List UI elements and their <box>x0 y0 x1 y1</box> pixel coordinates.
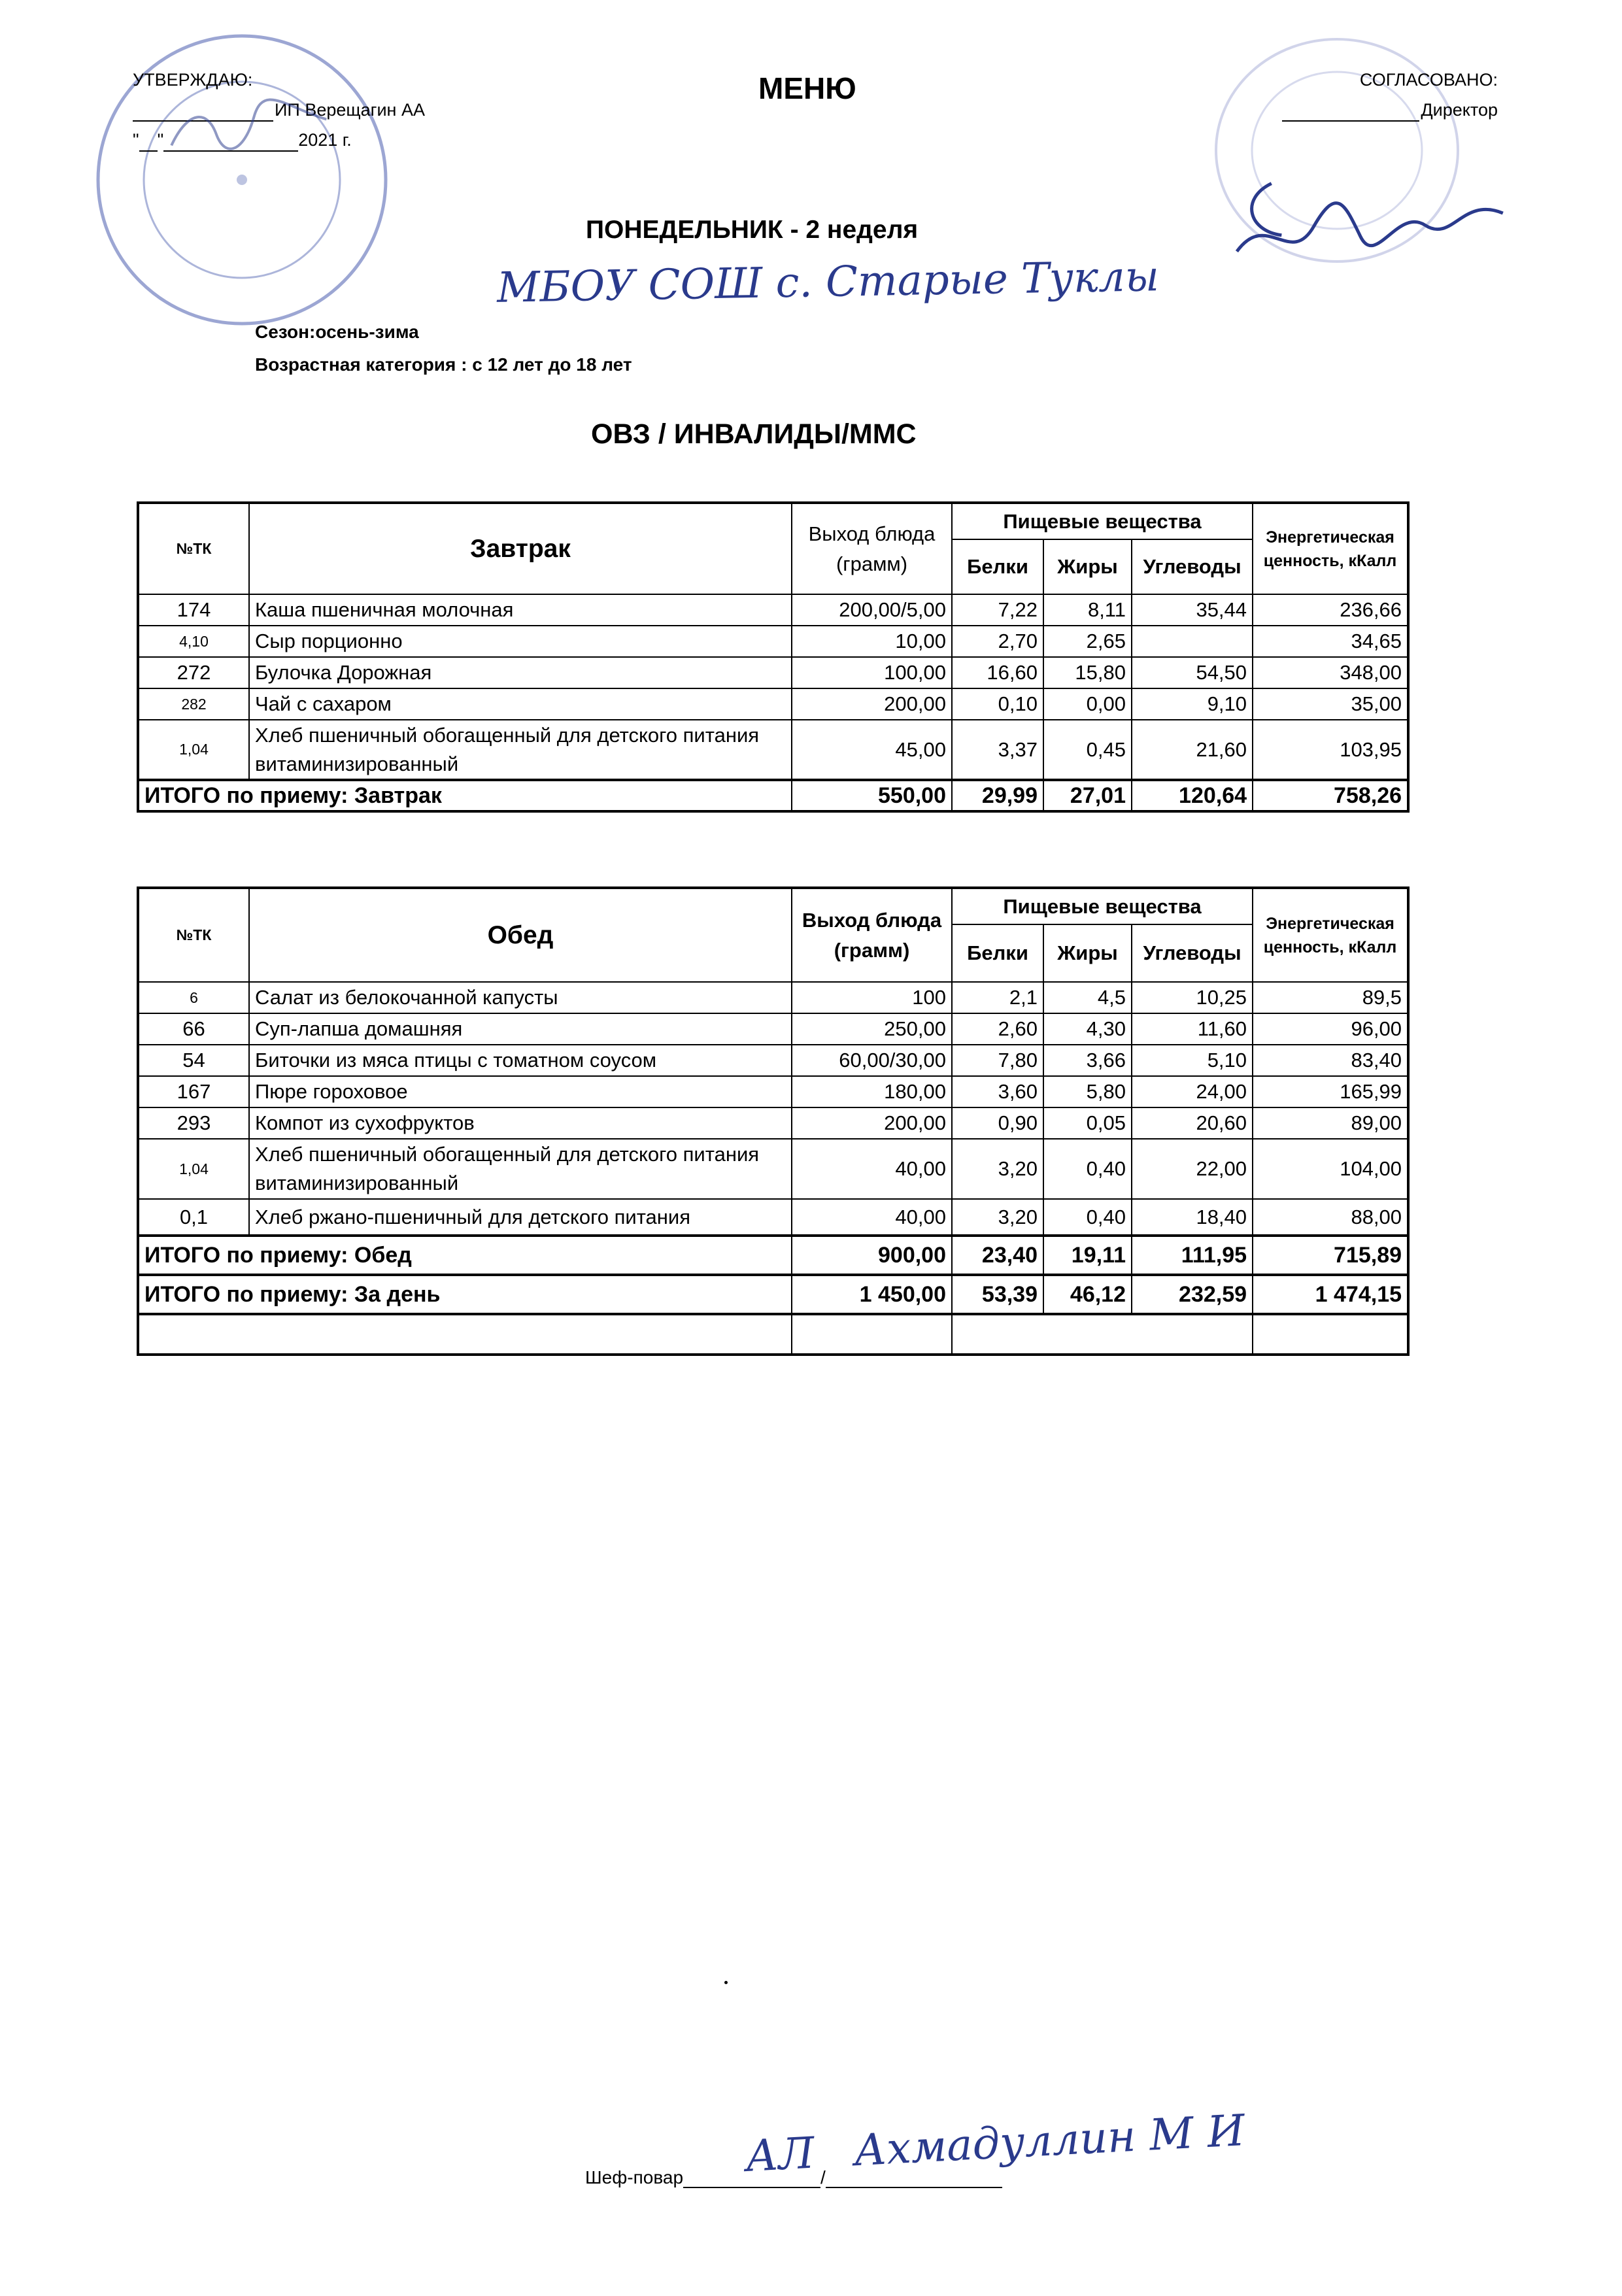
dish-yield: 45,00 <box>792 720 952 780</box>
menu-row <box>138 1107 1408 1139</box>
dish-protein: 16,60 <box>952 657 1043 688</box>
chef-initials: АЛ <box>744 2127 816 2182</box>
energy-header <box>1253 503 1408 594</box>
dish-protein: 3,20 <box>952 1139 1043 1199</box>
category-title: ОВЗ / ИНВАЛИДЫ/ММС <box>591 418 917 450</box>
dish-yield: 250,00 <box>792 1013 952 1045</box>
menu-row <box>138 688 1408 720</box>
dish-yield: 200,00/5,00 <box>792 594 952 626</box>
day-total-label: ИТОГО по приему: За день <box>138 1275 792 1314</box>
dish-energy: 35,00 <box>1253 688 1408 720</box>
energy-header <box>1253 888 1408 982</box>
day-total-energy: 1 474,15 <box>1253 1275 1408 1314</box>
yield-header <box>792 503 952 594</box>
day-blank <box>139 135 158 152</box>
dish-energy: 348,00 <box>1253 657 1408 688</box>
dish-energy: 103,95 <box>1253 720 1408 780</box>
nutrients-header: Пищевые вещества <box>952 503 1253 539</box>
breakfast-table <box>137 501 1410 813</box>
nutrients-header: Пищевые вещества <box>952 888 1253 924</box>
total-energy: 715,89 <box>1253 1236 1408 1275</box>
yield-header-line1: Выход блюда <box>802 908 942 932</box>
dish-name: Пюре гороховое <box>249 1076 792 1107</box>
director-signature <box>1225 154 1521 304</box>
date-quote-close: " <box>157 130 164 150</box>
dish-fat: 0,45 <box>1043 720 1132 780</box>
dish-tk-code: 174 <box>138 594 249 626</box>
dish-energy: 165,99 <box>1253 1076 1408 1107</box>
dish-fat: 5,80 <box>1043 1076 1132 1107</box>
tk-header: №ТК <box>138 503 249 594</box>
dish-carbs: 11,60 <box>1132 1013 1253 1045</box>
day-total-row <box>138 1275 1408 1314</box>
menu-row <box>138 594 1408 626</box>
dish-yield: 10,00 <box>792 626 952 657</box>
menu-row <box>138 1076 1408 1107</box>
dish-name: Суп-лапша домашняя <box>249 1013 792 1045</box>
dish-energy: 34,65 <box>1253 626 1408 657</box>
empty-row <box>138 1314 1408 1355</box>
meal-title: Обед <box>249 888 792 982</box>
dish-protein: 2,60 <box>952 1013 1043 1045</box>
dish-name: Хлеб пшеничный обогащенный для детского питания витаминизированный <box>249 720 792 780</box>
dish-name: Хлеб ржано-пшеничный для детского питания <box>249 1199 792 1236</box>
season: Сезон:осень-зима <box>255 322 419 342</box>
meal-title: Завтрак <box>249 503 792 594</box>
dish-carbs: 21,60 <box>1132 720 1253 780</box>
protein-header: Белки <box>952 924 1043 982</box>
dish-fat: 0,00 <box>1043 688 1132 720</box>
dish-fat: 15,80 <box>1043 657 1132 688</box>
lunch-table <box>137 886 1410 1356</box>
dish-fat: 4,30 <box>1043 1013 1132 1045</box>
total-label: ИТОГО по приему: Завтрак <box>138 780 792 811</box>
dish-energy: 96,00 <box>1253 1013 1408 1045</box>
dish-carbs: 20,60 <box>1132 1107 1253 1139</box>
total-protein: 29,99 <box>952 780 1043 811</box>
dish-protein: 2,1 <box>952 982 1043 1013</box>
menu-row <box>138 626 1408 657</box>
dish-protein: 7,80 <box>952 1045 1043 1076</box>
total-carbs: 111,95 <box>1132 1236 1253 1275</box>
menu-row <box>138 1139 1408 1199</box>
menu-row <box>138 1045 1408 1076</box>
menu-row <box>138 1013 1408 1045</box>
dish-fat: 4,5 <box>1043 982 1132 1013</box>
dish-tk-code: 272 <box>138 657 249 688</box>
dish-fat: 2,65 <box>1043 626 1132 657</box>
total-label: ИТОГО по приему: Обед <box>138 1236 792 1275</box>
dish-yield: 100,00 <box>792 657 952 688</box>
dish-name: Каша пшеничная молочная <box>249 594 792 626</box>
dish-carbs: 9,10 <box>1132 688 1253 720</box>
dish-energy: 236,66 <box>1253 594 1408 626</box>
signature-blank <box>1282 103 1419 122</box>
total-protein: 23,40 <box>952 1236 1043 1275</box>
day-total-yield: 1 450,00 <box>792 1275 952 1314</box>
stray-dot <box>724 1981 728 1984</box>
energy-header-line1: Энергетическая <box>1266 914 1394 933</box>
menu-title: МЕНЮ <box>758 71 856 105</box>
menu-row <box>138 657 1408 688</box>
chef-separator: / <box>820 2167 826 2187</box>
chef-name: Ахмадуллин М И <box>853 2105 1247 2176</box>
dish-name: Чай с сахаром <box>249 688 792 720</box>
energy-header-line1: Энергетическая <box>1266 528 1394 547</box>
dish-yield: 40,00 <box>792 1199 952 1236</box>
day-total-protein: 53,39 <box>952 1275 1043 1314</box>
dish-carbs <box>1132 626 1253 657</box>
date-quote-open: " <box>133 130 139 150</box>
yield-header-line2: (грамм) <box>836 552 908 575</box>
energy-header-line2: ценность, кКалл <box>1263 551 1397 570</box>
age-category: Возрастная категория : с 12 лет до 18 лет <box>255 354 632 375</box>
approve-year: 2021 г. <box>298 130 352 150</box>
dish-fat: 0,05 <box>1043 1107 1132 1139</box>
total-carbs: 120,64 <box>1132 780 1253 811</box>
dish-carbs: 10,25 <box>1132 982 1253 1013</box>
total-yield: 550,00 <box>792 780 952 811</box>
dish-protein: 0,90 <box>952 1107 1043 1139</box>
dish-tk-code: 1,04 <box>138 1139 249 1199</box>
dish-protein: 0,10 <box>952 688 1043 720</box>
protein-header: Белки <box>952 539 1043 594</box>
carbs-header: Углеводы <box>1132 539 1253 594</box>
day-total-carbs: 232,59 <box>1132 1275 1253 1314</box>
dish-carbs: 22,00 <box>1132 1139 1253 1199</box>
dish-tk-code: 0,1 <box>138 1199 249 1236</box>
yield-header-line2: (грамм) <box>834 938 910 962</box>
total-yield: 900,00 <box>792 1236 952 1275</box>
breakfast-total-row <box>138 780 1408 811</box>
menu-row <box>138 1199 1408 1236</box>
dish-tk-code: 167 <box>138 1076 249 1107</box>
fat-header: Жиры <box>1043 539 1132 594</box>
dish-tk-code: 54 <box>138 1045 249 1076</box>
total-fat: 27,01 <box>1043 780 1132 811</box>
dish-energy: 89,5 <box>1253 982 1408 1013</box>
total-energy: 758,26 <box>1253 780 1408 811</box>
energy-header-line2: ценность, кКалл <box>1263 937 1397 956</box>
total-fat: 19,11 <box>1043 1236 1132 1275</box>
yield-header-line1: Выход блюда <box>808 522 936 545</box>
dish-fat: 8,11 <box>1043 594 1132 626</box>
approve-label: УТВЕРЖДАЮ: <box>133 70 253 90</box>
dish-yield: 180,00 <box>792 1076 952 1107</box>
dish-tk-code: 1,04 <box>138 720 249 780</box>
approve-name: ИП Верещагин АА <box>275 100 425 120</box>
agree-label: СОГЛАСОВАНО: <box>1359 70 1498 90</box>
day-title: ПОНЕДЕЛЬНИК - 2 неделя <box>586 216 919 244</box>
dish-carbs: 18,40 <box>1132 1199 1253 1236</box>
lunch-total-row <box>138 1236 1408 1275</box>
fat-header: Жиры <box>1043 924 1132 982</box>
dish-energy: 83,40 <box>1253 1045 1408 1076</box>
dish-name: Биточки из мяса птицы с томатном соусом <box>249 1045 792 1076</box>
chef-label: Шеф-повар <box>585 2167 684 2187</box>
dish-energy: 104,00 <box>1253 1139 1408 1199</box>
dish-protein: 7,22 <box>952 594 1043 626</box>
dish-fat: 0,40 <box>1043 1139 1132 1199</box>
dish-yield: 200,00 <box>792 1107 952 1139</box>
dish-yield: 100 <box>792 982 952 1013</box>
day-total-fat: 46,12 <box>1043 1275 1132 1314</box>
dish-name: Сыр порционно <box>249 626 792 657</box>
dish-tk-code: 6 <box>138 982 249 1013</box>
dish-yield: 60,00/30,00 <box>792 1045 952 1076</box>
dish-fat: 0,40 <box>1043 1199 1132 1236</box>
dish-carbs: 24,00 <box>1132 1076 1253 1107</box>
dish-protein: 3,37 <box>952 720 1043 780</box>
dish-tk-code: 66 <box>138 1013 249 1045</box>
dish-carbs: 54,50 <box>1132 657 1253 688</box>
yield-header <box>792 888 952 982</box>
dish-protein: 3,60 <box>952 1076 1043 1107</box>
dish-tk-code: 282 <box>138 688 249 720</box>
dish-energy: 89,00 <box>1253 1107 1408 1139</box>
dish-yield: 40,00 <box>792 1139 952 1199</box>
agree-name-line <box>1282 98 1498 122</box>
dish-energy: 88,00 <box>1253 1199 1408 1236</box>
dish-protein: 2,70 <box>952 626 1043 657</box>
agree-name: Директор <box>1421 100 1498 120</box>
dish-protein: 3,20 <box>952 1199 1043 1236</box>
dish-name: Булочка Дорожная <box>249 657 792 688</box>
dish-name: Компот из сухофруктов <box>249 1107 792 1139</box>
dish-name: Салат из белокочанной капусты <box>249 982 792 1013</box>
dish-tk-code: 293 <box>138 1107 249 1139</box>
menu-row <box>138 982 1408 1013</box>
dish-fat: 3,66 <box>1043 1045 1132 1076</box>
dish-carbs: 5,10 <box>1132 1045 1253 1076</box>
carbs-header: Углеводы <box>1132 924 1253 982</box>
dish-tk-code: 4,10 <box>138 626 249 657</box>
school-handwritten: МБОУ СОШ с. Старые Туклы <box>496 252 1160 312</box>
dish-carbs: 35,44 <box>1132 594 1253 626</box>
menu-row <box>138 720 1408 780</box>
tk-header: №ТК <box>138 888 249 982</box>
dish-yield: 200,00 <box>792 688 952 720</box>
dish-name: Хлеб пшеничный обогащенный для детского питания витаминизированный <box>249 1139 792 1199</box>
